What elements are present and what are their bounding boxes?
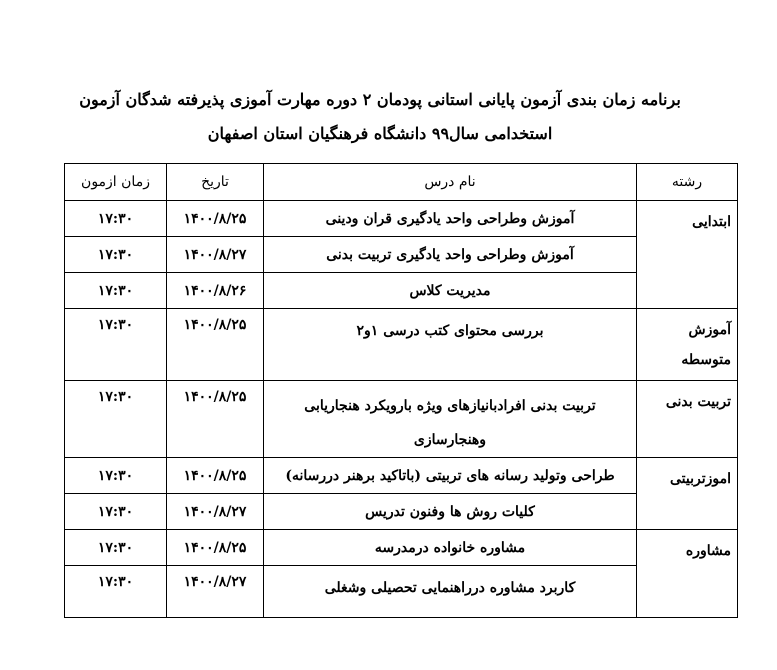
date-cell: ۱۴۰۰/۸/۲۷	[167, 566, 264, 618]
time-cell: ۱۷:۳۰	[65, 494, 167, 530]
exam-schedule-table	[64, 163, 738, 618]
document-title-line-2: استخدامی سال۹۹ دانشگاه فرهنگیان استان اصفهان	[207, 124, 553, 143]
time-cell: ۱۷:۳۰	[65, 273, 167, 309]
header-course: نام درس	[264, 164, 637, 201]
course-cell: طراحی وتولید رسانه های تربیتی (باتاکید برهنر دررسانه)	[264, 458, 637, 494]
major-cell: آموزش متوسطه	[637, 309, 738, 381]
date-cell: ۱۴۰۰/۸/۲۵	[167, 309, 264, 381]
course-cell: بررسی محتوای کتب درسی ۱و۲	[264, 309, 637, 381]
header-date: تاریخ	[167, 164, 264, 201]
header-major: رشته	[637, 164, 738, 201]
course-cell: کاربرد مشاوره درراهنمایی تحصیلی وشغلی	[264, 566, 637, 618]
date-cell: ۱۴۰۰/۸/۲۵	[167, 201, 264, 237]
time-cell: ۱۷:۳۰	[65, 237, 167, 273]
time-cell: ۱۷:۳۰	[65, 530, 167, 566]
major-cell: ابتدایی	[637, 201, 738, 309]
time-cell: ۱۷:۳۰	[65, 566, 167, 618]
header-time: زمان ازمون	[65, 164, 167, 201]
date-cell: ۱۴۰۰/۸/۲۵	[167, 458, 264, 494]
table-row	[65, 201, 738, 237]
major-cell: تربیت بدنی	[637, 381, 738, 458]
date-cell: ۱۴۰۰/۸/۲۵	[167, 381, 264, 458]
document-title-line-1: برنامه زمان بندی آزمون پایانی استانی پودمان ۲ دوره مهارت آموزی پذیرفته شدگان آزمون	[79, 90, 681, 109]
table-row	[65, 309, 738, 381]
time-cell: ۱۷:۳۰	[65, 381, 167, 458]
date-cell: ۱۴۰۰/۸/۲۷	[167, 494, 264, 530]
course-cell: مشاوره خانواده درمدرسه	[264, 530, 637, 566]
date-cell: ۱۴۰۰/۸/۲۷	[167, 237, 264, 273]
major-cell: اموزتربیتی	[637, 458, 738, 530]
date-cell: ۱۴۰۰/۸/۲۶	[167, 273, 264, 309]
table-row	[65, 458, 738, 494]
table-header-row	[65, 164, 738, 201]
major-cell: مشاوره	[637, 530, 738, 618]
course-cell: مدیریت کلاس	[264, 273, 637, 309]
time-cell: ۱۷:۳۰	[65, 201, 167, 237]
course-cell: آموزش وطراحی واحد یادگیری تربیت بدنی	[264, 237, 637, 273]
time-cell: ۱۷:۳۰	[65, 309, 167, 381]
course-cell: آموزش وطراحی واحد یادگیری قران ودینی	[264, 201, 637, 237]
time-cell: ۱۷:۳۰	[65, 458, 167, 494]
course-cell: تربیت بدنی افرادبانیازهای ویژه بارویکرد هنجاریابی وهنجارسازی	[264, 381, 637, 458]
date-cell: ۱۴۰۰/۸/۲۵	[167, 530, 264, 566]
table-row	[65, 381, 738, 458]
table-row	[65, 530, 738, 566]
course-cell: کلیات روش ها وفنون تدریس	[264, 494, 637, 530]
